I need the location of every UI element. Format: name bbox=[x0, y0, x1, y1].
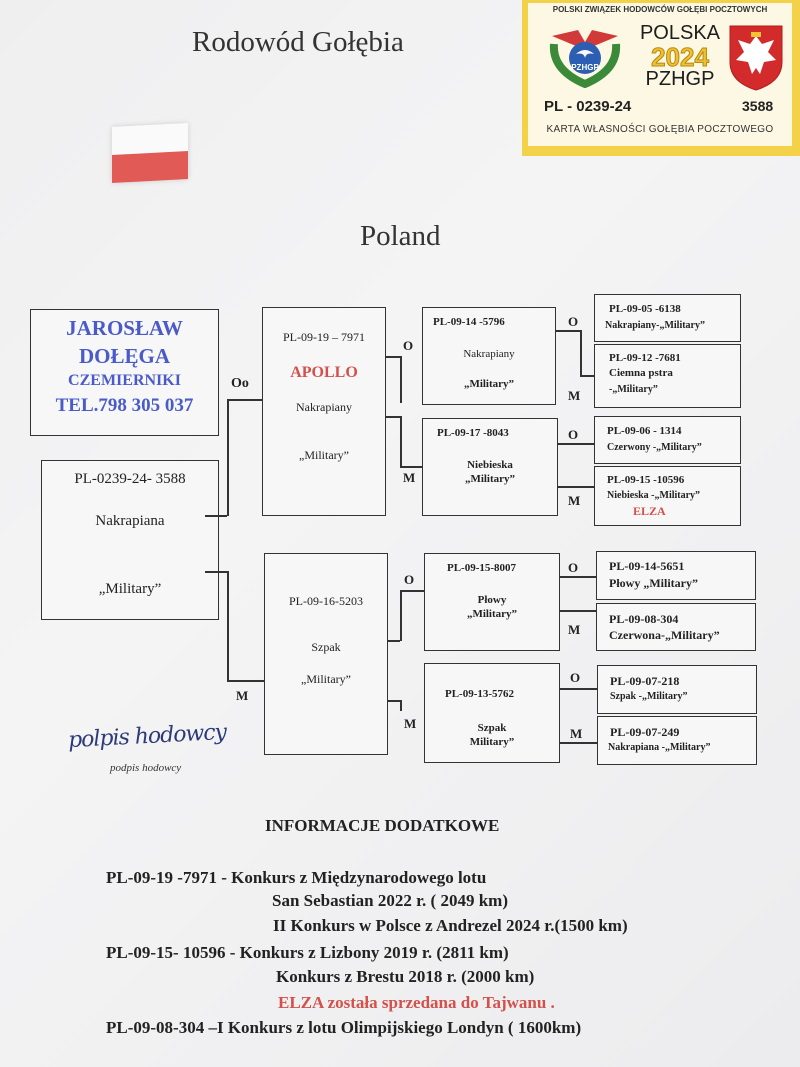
ggp-6-ring: PL-09-08-304 bbox=[609, 612, 679, 626]
eagle-emblem bbox=[726, 22, 786, 92]
ggp-2-desc: Ciemna pstra bbox=[609, 367, 673, 379]
connector bbox=[558, 486, 594, 488]
breeder-box bbox=[30, 309, 219, 436]
connector bbox=[388, 700, 400, 702]
card-bottom-line: KARTA WŁASNOŚCI GOŁĘBIA POCZTOWEGO bbox=[546, 124, 774, 135]
pigeon-ggp-7 bbox=[597, 665, 757, 714]
sire-label: O bbox=[568, 427, 579, 442]
subject-color: Nakrapiana bbox=[95, 513, 165, 529]
mm-breed: Military” bbox=[469, 736, 515, 748]
mf-ring: PL-09-15-8007 bbox=[447, 562, 517, 574]
ff-breed: „Military” bbox=[463, 378, 515, 390]
info-title: INFORMACJE DODATKOWE bbox=[265, 816, 500, 835]
ggp-6-desc: Czerwona-„Military” bbox=[609, 628, 720, 642]
signature-caption: podpis hodowcy bbox=[110, 762, 182, 774]
fm-color: Niebieska bbox=[467, 459, 513, 471]
mother-breed: „Military” bbox=[301, 672, 351, 686]
dam-label: M bbox=[404, 716, 417, 731]
pigeon-mother-father bbox=[424, 553, 560, 651]
ggp-8-ring: PL-09-07-249 bbox=[610, 725, 680, 739]
card-org-line: POLSKI ZWIĄZEK HODOWCÓW GOŁĘBI POCZTOWYCH bbox=[552, 5, 768, 14]
ggp-3-desc: Czerwony -„Military” bbox=[607, 442, 702, 453]
connector bbox=[580, 330, 582, 375]
connector bbox=[580, 375, 594, 377]
connector bbox=[386, 356, 400, 358]
info-line: PL-09-15- 10596 - Konkurs z Lizbony 2019 r. (2811 km) bbox=[106, 943, 509, 962]
subject-ring: PL-0239-24- 3588 bbox=[74, 471, 186, 487]
card-org: PZHGP bbox=[645, 68, 715, 90]
info-line-note: ELZA została sprzedana do Tajwanu . bbox=[278, 993, 555, 1012]
connector bbox=[205, 515, 227, 517]
connector bbox=[388, 640, 400, 642]
connector bbox=[227, 399, 229, 516]
poland-flag bbox=[112, 123, 188, 183]
connector bbox=[560, 742, 597, 744]
connector bbox=[556, 330, 580, 332]
connector bbox=[227, 680, 264, 682]
ggp-4-desc: Niebieska -„Military” bbox=[607, 490, 701, 501]
info-line: Konkurs z Brestu 2018 r. (2000 km) bbox=[276, 967, 535, 986]
ggp-2-desc2: -„Military” bbox=[609, 384, 658, 395]
connector bbox=[386, 416, 400, 418]
ggp-2-ring: PL-09-12 -7681 bbox=[609, 352, 681, 364]
pzhgp-logo bbox=[548, 22, 622, 88]
card-polska: POLSKA bbox=[639, 22, 721, 44]
mm-ring: PL-09-13-5762 bbox=[445, 688, 515, 700]
connector bbox=[400, 356, 402, 403]
father-breed: „Military” bbox=[299, 448, 349, 462]
ggp-7-desc: Szpak -„Military” bbox=[610, 691, 688, 702]
ggp-1-ring: PL-09-05 -6138 bbox=[609, 303, 681, 315]
info-line: PL-09-19 -7971 - Konkurs z Międzynarodowego lotu bbox=[106, 868, 487, 887]
breeder-phone: TEL.798 305 037 bbox=[55, 395, 194, 416]
connector bbox=[400, 466, 422, 468]
info-line: San Sebastian 2022 r. ( 2049 km) bbox=[272, 891, 508, 910]
connector bbox=[227, 571, 229, 681]
sire-label: O bbox=[570, 670, 581, 685]
pigeon-ggp-3 bbox=[594, 416, 741, 464]
dam-label: M bbox=[568, 493, 581, 508]
connector bbox=[558, 443, 594, 445]
sire-label: O bbox=[404, 572, 415, 587]
country-heading: Poland bbox=[360, 220, 441, 252]
ggp-4-ring: PL-09-15 -10596 bbox=[607, 474, 685, 486]
pigeon-ggp-5 bbox=[596, 551, 756, 600]
sire-label: O bbox=[568, 314, 579, 329]
pigeon-ggp-8 bbox=[597, 716, 757, 765]
pigeon-father-mother bbox=[422, 418, 558, 516]
ggp-7-ring: PL-09-07-218 bbox=[610, 674, 680, 688]
pigeon-mother bbox=[264, 553, 388, 755]
subject-breed: „Military” bbox=[98, 581, 162, 597]
logo-text: PZHGP bbox=[571, 63, 599, 72]
connector bbox=[400, 416, 402, 467]
card-number: 3588 bbox=[742, 98, 774, 114]
pigeon-mother-mother bbox=[424, 663, 560, 763]
dam-label: M bbox=[236, 688, 249, 703]
dam-label: M bbox=[403, 470, 416, 485]
card-year: 2024 bbox=[651, 42, 709, 72]
dam-label: M bbox=[568, 622, 581, 637]
mother-ring: PL-09-16-5203 bbox=[289, 594, 363, 608]
pigeon-ggp-1 bbox=[594, 294, 741, 342]
connector bbox=[560, 576, 596, 578]
pigeon-ggp-6 bbox=[596, 603, 756, 651]
ggp-5-desc: Płowy „Military” bbox=[609, 576, 698, 590]
breeder-last-name: DOŁĘGA bbox=[78, 344, 170, 368]
info-line: PL-09-08-304 –I Konkurs z lotu Olimpijskiego Londyn ( 1600km) bbox=[106, 1018, 582, 1037]
pigeon-ggp-4 bbox=[594, 466, 741, 526]
ggp-3-ring: PL-09-06 - 1314 bbox=[607, 425, 682, 437]
fm-breed: „Military” bbox=[464, 473, 516, 485]
ownership-card bbox=[522, 0, 800, 156]
connector bbox=[400, 590, 424, 592]
ggp-8-desc: Nakrapiana -„Military” bbox=[608, 742, 711, 753]
page-title: Rodowód Gołębia bbox=[192, 26, 404, 58]
ggp-1-desc: Nakrapiany-„Military” bbox=[605, 320, 705, 331]
father-ring: PL-09-19 – 7971 bbox=[283, 330, 365, 344]
ff-ring: PL-09-14 -5796 bbox=[433, 316, 505, 328]
connector bbox=[400, 700, 402, 711]
mf-color: Płowy bbox=[477, 594, 507, 606]
breeder-first-name: JAROSŁAW bbox=[66, 316, 183, 340]
mother-color: Szpak bbox=[311, 640, 341, 654]
father-color: Nakrapiany bbox=[296, 400, 352, 414]
connector bbox=[400, 590, 402, 641]
mf-breed: „Military” bbox=[466, 608, 518, 620]
pigeon-subject bbox=[41, 460, 219, 620]
connector bbox=[560, 688, 597, 690]
father-name: APOLLO bbox=[290, 364, 358, 381]
pigeon-ggp-2 bbox=[594, 344, 741, 408]
breeder-town: CZEMIERNIKI bbox=[68, 372, 181, 389]
mm-color: Szpak bbox=[477, 722, 507, 734]
sire-label: O bbox=[568, 560, 579, 575]
sire-label: O bbox=[403, 338, 414, 353]
connector bbox=[227, 399, 262, 401]
ggp-4-name: ELZA bbox=[633, 504, 666, 518]
fm-ring: PL-09-17 -8043 bbox=[437, 427, 509, 439]
dam-label: M bbox=[570, 726, 583, 741]
info-line: II Konkurs w Polsce z Andrezel 2024 r.(1500 km) bbox=[273, 916, 628, 935]
ff-color: Nakrapiany bbox=[463, 348, 515, 360]
pigeon-father-father bbox=[422, 307, 556, 405]
card-ring: PL - 0239-24 bbox=[544, 98, 632, 115]
ggp-5-ring: PL-09-14-5651 bbox=[609, 559, 685, 573]
connector bbox=[560, 610, 596, 612]
sire-label-oo: Oo bbox=[231, 376, 249, 391]
connector bbox=[205, 571, 227, 573]
dam-label: M bbox=[568, 388, 581, 403]
breeder-signature: polpis hodowcy bbox=[67, 719, 227, 754]
pigeon-father bbox=[262, 307, 386, 516]
